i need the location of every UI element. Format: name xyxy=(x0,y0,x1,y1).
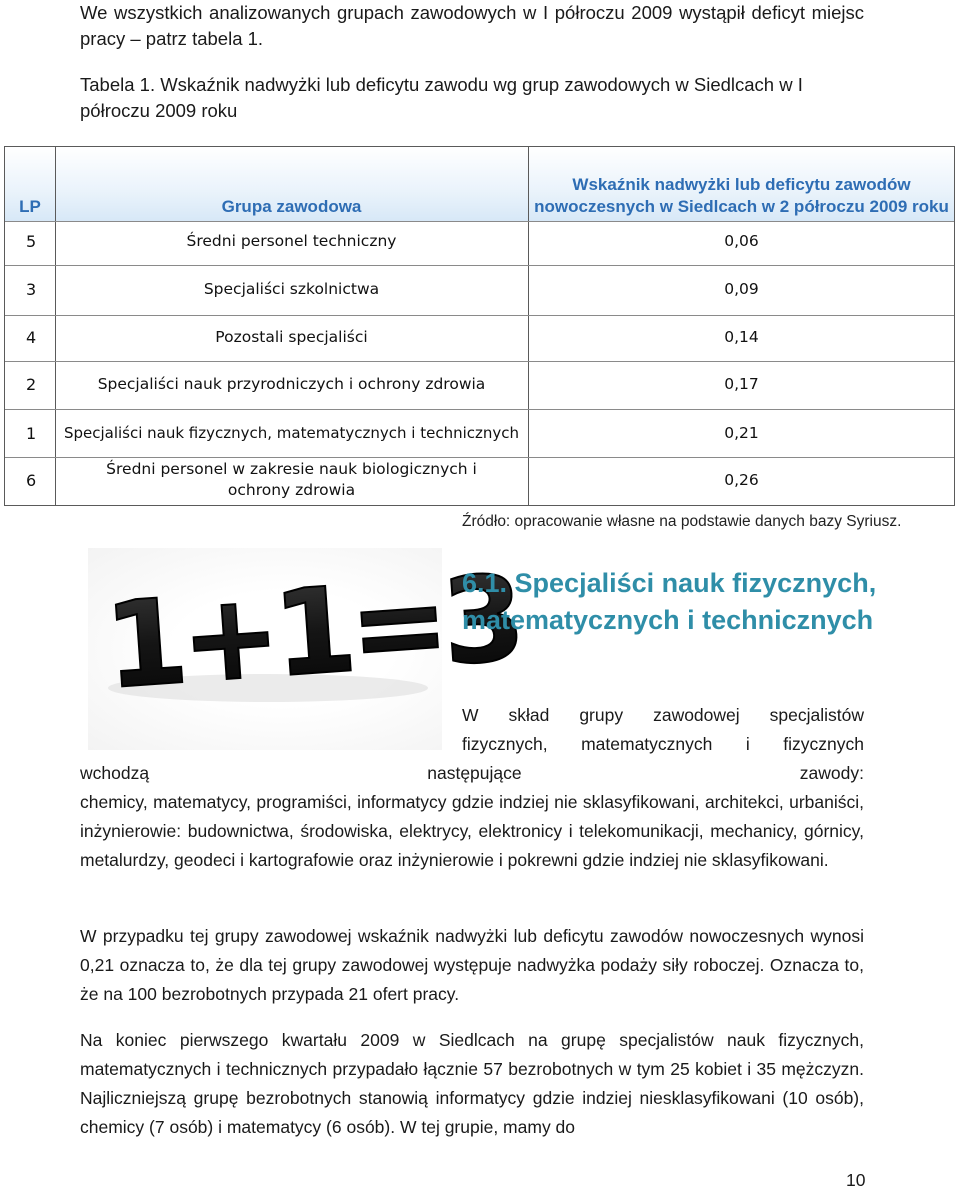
equation-text: 1+1=3 xyxy=(100,548,524,716)
row-group: Pozostali specjaliści xyxy=(215,328,368,346)
paragraph-1-continuation: chemicy, matematycy, programiści, informatycy gdzie indziej nie sklasyfikowani, architekci, urbaniści, inżynierowie: budownictwa, środowiska, elektrycy, elektronicy i telekomunikacji, mechanicy, górnicy, metalurdzy, geodeci i kartografowie oraz inżynierowie i pokrewni gdzie indziej nie sklasyfikowani. xyxy=(80,792,864,870)
row-lp: 6 xyxy=(26,471,37,490)
paragraph-3: Na koniec pierwszego kwartału 2009 w Siedlcach na grupę specjalistów nauk fizycznych, matematycznych i technicznych przypadało łącznie 57 bezrobotnych w tym 25 kobiet i 35 mężczyzn. Najliczniejszą grupę bezrobotnych stanowią informatycy gdzie indziej niesklasyfikowani (10 osób), chemicy (7 osób) i matematycy (6 osób). W tej grupie, mamy do xyxy=(80,1030,864,1137)
row-lp: 3 xyxy=(26,280,37,299)
paragraph-1-line-1: W skład grupy zawodowej specjalistów xyxy=(462,705,864,725)
paragraph-1-line-3: wchodzą następujące zawody: xyxy=(80,763,864,783)
row-lp: 5 xyxy=(26,232,37,251)
equation-image xyxy=(88,548,524,750)
equation-graphic xyxy=(88,548,524,750)
row-value: 0,17 xyxy=(724,375,759,393)
row-group: Średni personel w zakresie nauk biologicznych i ochrony zdrowia xyxy=(106,460,477,499)
row-value: 0,09 xyxy=(724,280,759,298)
header-group: Grupa zawodowa xyxy=(221,197,362,216)
table-source-note: Źródło: opracowanie własne na podstawie danych bazy Syriusz. xyxy=(462,513,902,530)
intro-paragraph: We wszystkich analizowanych grupach zawodowych w I półroczu 2009 wystąpił deficyt miejsc pracy – patrz tabela 1. xyxy=(80,2,864,49)
row-value: 0,26 xyxy=(724,471,759,489)
table-caption: Tabela 1. Wskaźnik nadwyżki lub deficytu zawodu wg grup zawodowych w Siedlcach w I półroczu 2009 roku xyxy=(80,74,803,121)
section-title: 6.1. Specjaliści nauk fizycznych, matematycznych i technicznych xyxy=(462,568,877,635)
row-value: 0,21 xyxy=(724,424,759,442)
paragraph-2: W przypadku tej grupy zawodowej wskaźnik nadwyżki lub deficytu zawodów nowoczesnych wynosi 0,21 oznacza to, że dla tej grupy zawodowej występuje nadwyżka podaży siły roboczej. Oznacza to, że na 100 bezrobotnych przypada 21 ofert pracy. xyxy=(80,926,864,1004)
row-lp: 1 xyxy=(26,424,37,443)
row-value: 0,14 xyxy=(724,328,759,346)
row-group: Specjaliści nauk przyrodniczych i ochrony zdrowia xyxy=(97,375,486,393)
row-value: 0,06 xyxy=(724,232,759,250)
row-group: Specjaliści szkolnictwa xyxy=(203,280,380,298)
indicator-table xyxy=(4,146,955,506)
page-number: 10 xyxy=(846,1170,866,1190)
header-lp: LP xyxy=(19,197,41,216)
row-group: Specjaliści nauk fizycznych, matematycznych i technicznych xyxy=(63,424,520,442)
header-indicator-line1: Wskaźnik nadwyżki lub deficytu zawodów xyxy=(572,175,911,194)
row-group: Średni personel techniczny xyxy=(186,232,397,250)
row-lp: 4 xyxy=(26,328,37,347)
paragraph-1-line-2: fizycznych, matematycznych i fizycznych xyxy=(462,734,864,754)
header-indicator-line2: nowoczesnych w Siedlcach w 2 półroczu 2009 roku xyxy=(534,197,949,216)
row-lp: 2 xyxy=(26,375,37,394)
